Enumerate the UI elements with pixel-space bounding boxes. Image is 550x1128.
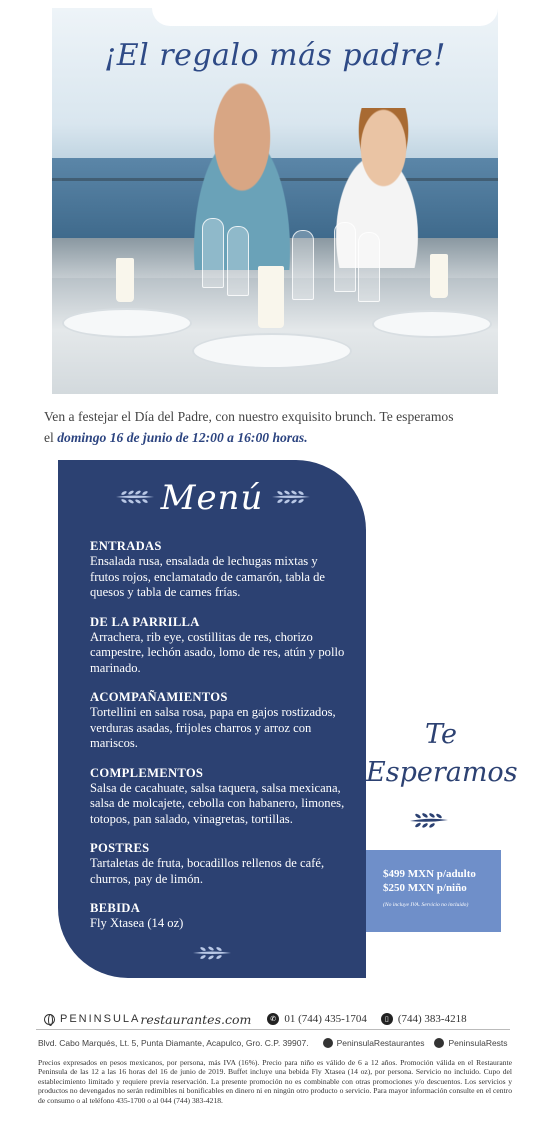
section-heading: POSTRES [90,841,150,855]
price-box [366,850,501,932]
plate [192,333,352,369]
phone-icon: ✆ [267,1013,279,1025]
hero-title: ¡El regalo más padre! [104,38,446,73]
menu-section [90,538,348,601]
section-heading: BEBIDA [90,901,141,915]
twitter-icon [434,1038,444,1048]
menu-section [90,765,348,828]
footer-divider [36,1029,510,1030]
plate [372,310,492,338]
wine-glass [334,222,356,292]
section-heading: ACOMPAÑAMIENTOS [90,690,228,704]
section-body: Fly Xtasea (14 oz) [90,916,184,930]
price-note: (No incluye IVA. Servicio no incluido) [383,902,469,908]
wine-glass [358,232,380,302]
intro-line-2 [44,427,504,448]
laurel-right-icon [270,490,312,504]
hero-photo [52,8,498,394]
menu-section [90,689,348,752]
te-esperamos-title [366,716,516,792]
section-body: Salsa de cacahuate, salsa taquera, salsa mexicana, salsa de molcajete, cebolla con habanero, limones, totopos, pan salado, vinagretas, tortillas. [90,780,345,826]
phone-2-number: (744) 383-4218 [397,1013,467,1025]
phone-1[interactable] [267,1013,367,1025]
wine-glass [227,226,249,296]
section-heading: COMPLEMENTOS [90,765,204,780]
napkin [258,266,284,328]
wine-glass [292,230,314,300]
intro-text [44,406,504,448]
mobile-phone-icon: ▯ [381,1013,393,1025]
section-body: Arrachera, rib eye, costillitas de res, chorizo campestre, lechón asado, lomo de res, atún y pollo marinado. [90,629,345,675]
menu-section [90,840,348,887]
legal-text: Precios expresados en pesos mexicanos, por persona, más IVA (16%). Precio para niño es válido de 6 a 12 años. Promoción válida en el Restaurante Peninsula de las 12 a las 16 horas del 16 de junio de 2019. Buffet incluye una bebida Fly Xtasea (14 oz), por persona. Servicio no incluido. Cupo del establecimiento limitado y requiere previa reservación. La presente promoción no es combinable con otras promociones y/o descuentos. Los servicios y productos no devengados no serán redimibles ni bonificables en dinero ni en ningún otro producto o servicio. Para mayor información consulte en el centro de consumo o al teléfono 435-1700 o al 044 (744) 383-4218. [38,1058,512,1105]
menu-panel [58,460,366,978]
twitter-handle: PeninsulaRests [448,1038,508,1048]
laurel-bottom-icon [191,946,233,960]
twitter-link[interactable] [434,1038,507,1048]
brand-name: PENINSULA [60,1013,141,1025]
instagram-link[interactable] [323,1038,425,1048]
footer-contact-row [44,1010,510,1028]
menu-sections [90,538,348,945]
phone-1-number: 01 (744) 435-1704 [284,1013,367,1025]
plate [62,308,192,338]
event-date: domingo 16 de junio de 12:00 a 16:00 horas. [57,430,308,445]
brand-domain: restaurantes.com [140,1011,252,1027]
footer-address-row [38,1036,510,1050]
hero-notch [152,8,498,26]
price-child: $250 MXN p/niño [383,881,467,894]
section-heading: ENTRADAS [90,539,162,553]
napkin [430,254,448,298]
laurel-icon [408,812,450,828]
te-line-2: Esperamos [366,757,518,788]
napkin [116,258,134,302]
globe-icon [44,1014,55,1025]
wine-glass [202,218,224,288]
intro-line: Ven a festejar el Día del Padre, con nuestro exquisito brunch. Te esperamos [44,409,454,424]
menu-section [90,900,348,932]
section-body: Tartaletas de fruta, bocadillos rellenos de café, churros, pay de limón. [90,856,325,886]
intro-prefix: el [44,430,58,445]
section-body: Ensalada rusa, ensalada de lechugas mixtas y frutos rojos, enclamatado de camarón, tabla de quesos y tabla de carnes frías. [90,554,325,599]
te-line-1: Te [425,719,457,750]
price-adult: $499 MXN p/adulto [383,868,476,880]
instagram-icon [323,1038,333,1048]
instagram-handle: PeninsulaRestaurantes [336,1038,425,1048]
address: Blvd. Cabo Marqués, Lt. 5, Punta Diamante, Acapulco, Gro. C.P. 39907. [38,1038,309,1048]
menu-section [90,614,348,677]
phone-2[interactable] [381,1013,467,1025]
section-body: Tortellini en salsa rosa, papa en gajos rostizados, verduras asadas, frijoles charros y arroz con mariscos. [90,705,336,750]
menu-title: Menú [160,478,264,518]
brand-link[interactable] [44,1012,251,1027]
section-heading: DE LA PARRILLA [90,614,200,629]
